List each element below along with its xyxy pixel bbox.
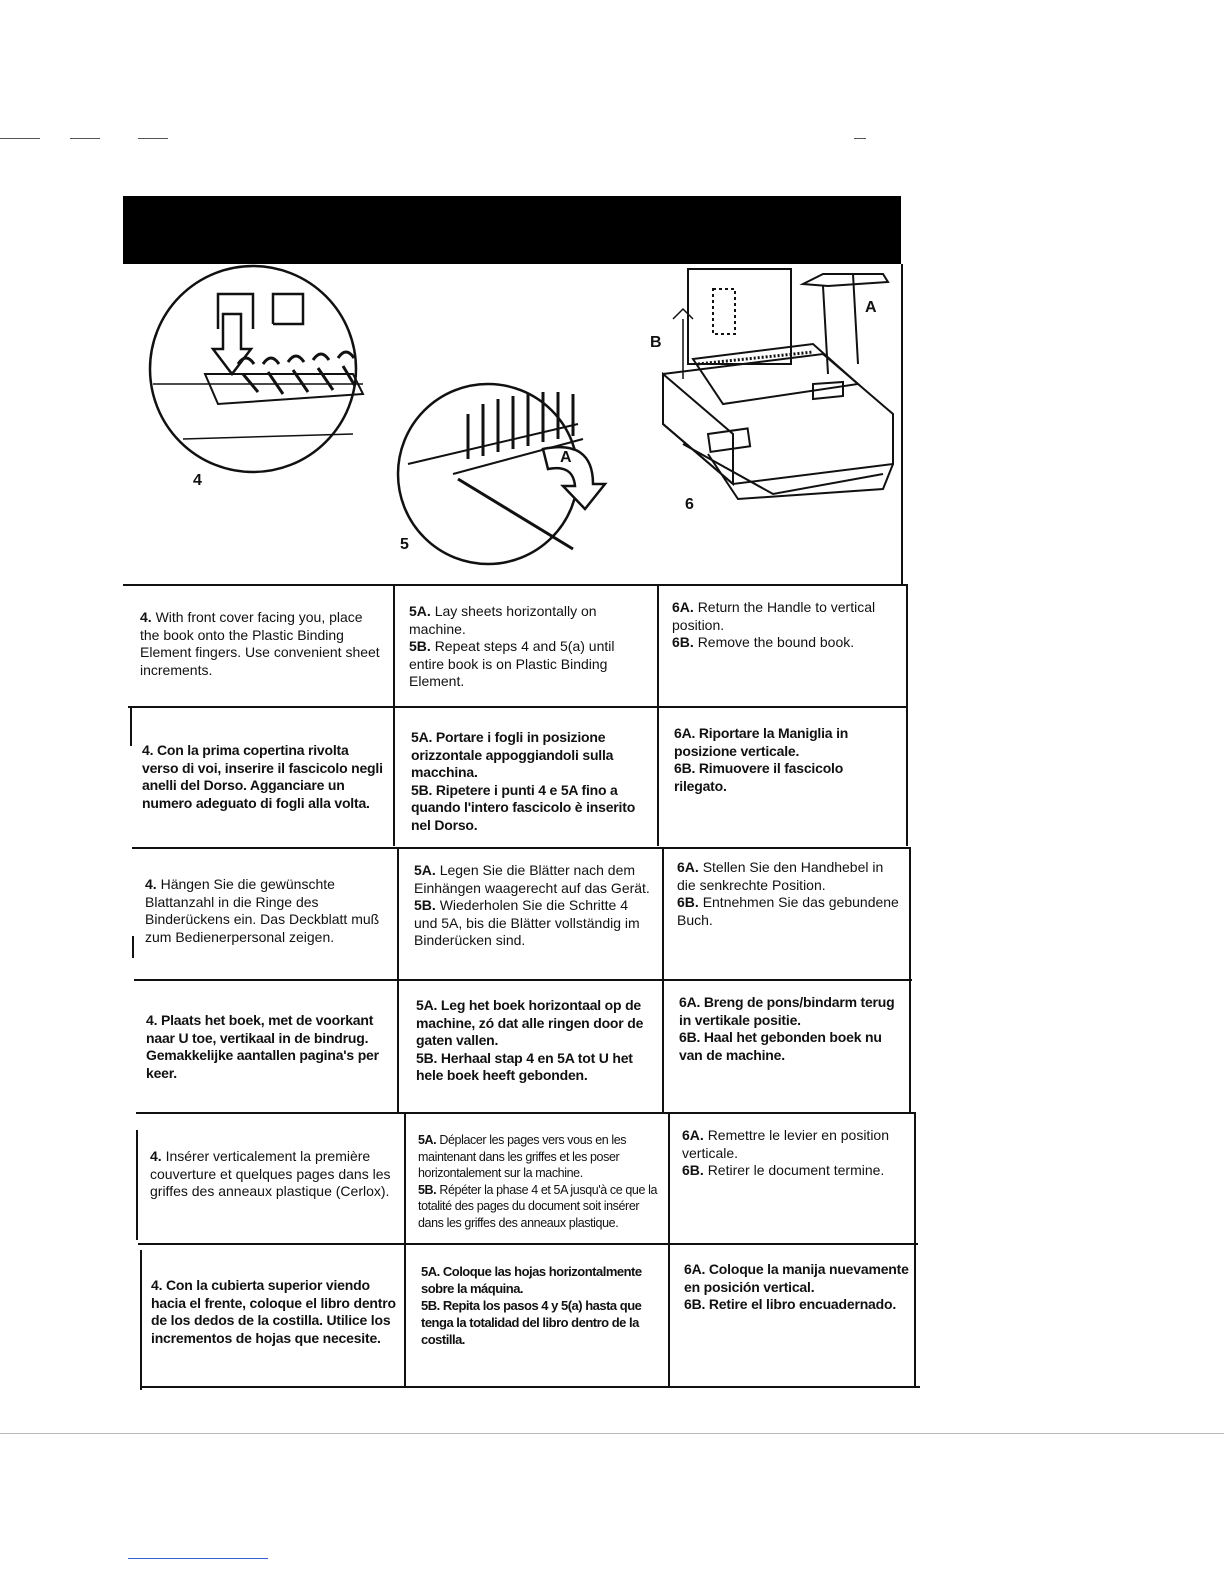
table-row xyxy=(150,1148,395,1201)
step6-illustration xyxy=(663,269,893,499)
step-number: 5A. xyxy=(418,1133,437,1147)
table-row xyxy=(416,997,656,1085)
table-row xyxy=(409,603,649,691)
table-row xyxy=(140,609,385,679)
step4-illustration xyxy=(150,266,363,472)
step-text: Remettre le levier en position verticale. xyxy=(682,1127,889,1161)
step-number: 5A. xyxy=(409,603,431,619)
header-bar xyxy=(123,196,901,264)
step-number: 6A. xyxy=(674,725,696,741)
step-text: Stellen Sie den Handhebel in die senkrechte Position. xyxy=(677,859,884,893)
step-number: 5B. xyxy=(421,1298,440,1313)
step-text: Lay sheets horizontally on machine. xyxy=(409,603,597,637)
footer-underline xyxy=(128,1558,268,1559)
step-number: 5B. xyxy=(414,897,436,913)
table-row xyxy=(142,742,387,812)
binding-steps-illustration xyxy=(123,264,901,586)
step-text: Hängen Sie die gewünschte Blattanzahl in die Ringe des Binderückens ein. Das Deckblatt muß zum Bedienerpersonal zeigen. xyxy=(145,876,380,945)
illustrations-panel xyxy=(123,264,903,586)
step-number: 4. xyxy=(146,1012,158,1028)
step-number: 5A. xyxy=(421,1264,440,1279)
table-rule xyxy=(662,847,664,1112)
step-number: 6A. xyxy=(682,1127,704,1143)
table-row xyxy=(674,725,899,795)
step-number: 4. xyxy=(140,609,152,625)
table-row xyxy=(421,1263,666,1348)
scan-mark xyxy=(0,138,40,139)
step-number: 6B. xyxy=(682,1162,704,1178)
step-number: 6A. xyxy=(679,994,701,1010)
step-number: 6B. xyxy=(677,894,699,910)
table-row xyxy=(684,1261,912,1314)
step-number: 6A. xyxy=(684,1261,706,1277)
figure-label-step4: 4 xyxy=(193,472,202,489)
step-number: 6B. xyxy=(679,1029,701,1045)
scan-mark xyxy=(138,138,168,139)
table-row xyxy=(682,1127,907,1180)
table-row xyxy=(677,859,902,929)
table-rule xyxy=(132,936,134,958)
step-number: 5A. xyxy=(411,729,433,745)
table-row xyxy=(679,994,904,1064)
callout-a-step6: A xyxy=(865,299,877,316)
step-text: Portare i fogli in posizione orizzontale appoggiandoli sulla macchina. xyxy=(411,729,614,780)
step-number: 6A. xyxy=(677,859,699,875)
page-fold-line xyxy=(0,1433,1224,1434)
table-rule xyxy=(393,584,395,846)
table-rule xyxy=(914,1112,916,1387)
step-number: 6B. xyxy=(684,1296,706,1312)
step-text: Return the Handle to vertical position. xyxy=(672,599,876,633)
table-row xyxy=(672,599,897,652)
table-rule xyxy=(906,584,908,846)
table-rule xyxy=(404,1112,406,1387)
table-row xyxy=(145,876,390,946)
step-number: 5A. xyxy=(416,997,438,1013)
step-text: With front cover facing you, place the book onto the Plastic Binding Element fingers. Use convenient sheet increments. xyxy=(140,609,380,678)
table-rule xyxy=(136,1112,914,1114)
step-text: Coloque las hojas horizontalmente sobre la máquina. xyxy=(421,1264,642,1296)
step5-illustration xyxy=(398,384,605,564)
step-text: Retirer le document termine. xyxy=(707,1162,885,1178)
table-rule xyxy=(134,979,912,981)
step-text: Coloque la manija nuevamente en posición vertical. xyxy=(684,1261,909,1295)
step-text: Ripetere i punti 4 e 5A fino a quando l'intero fascicolo è inserito nel Dorso. xyxy=(411,781,636,833)
table-rule xyxy=(128,706,908,708)
step-number: 5B. xyxy=(418,1182,437,1197)
step-text: Remove the bound book. xyxy=(697,634,855,650)
table-row xyxy=(418,1132,663,1231)
step-number: 5A. xyxy=(414,862,436,878)
step-text: Con la cubierta superior viendo hacia el frente, coloque el libro dentro de los dedos de la costilla. Utilice los incrementos de hojas que necesite. xyxy=(151,1277,396,1346)
step-text: Repita los pasos 4 y 5(a) hasta que tenga la totalidad del libro dentro de la costilla. xyxy=(421,1298,642,1347)
step-number: 5B. xyxy=(409,638,431,654)
table-rule xyxy=(123,584,908,586)
step-text: Breng de pons/bindarm terug in vertikale positie. xyxy=(679,994,895,1028)
step-text: Rimuovere il fascicolo rilegato. xyxy=(674,760,844,794)
table-row xyxy=(411,729,651,834)
step-text: Plaats het boek, met de voorkant naar U toe, vertikaal in de bindrug. Gemakkelijke aantallen pagina's per keer. xyxy=(146,1012,379,1081)
figure-label-step5: 5 xyxy=(400,536,409,553)
step-text: Retire el libro encuadernado. xyxy=(708,1296,897,1312)
step-number: 6B. xyxy=(674,760,696,776)
step-text: Riportare la Maniglia in posizione verticale. xyxy=(674,725,849,759)
step-number: 4. xyxy=(145,876,157,892)
table-rule xyxy=(909,847,911,1112)
step-number: 4. xyxy=(150,1148,162,1164)
step-text: Repeat steps 4 and 5(a) until entire book is on Plastic Binding Element. xyxy=(409,638,615,689)
table-rule xyxy=(140,1386,920,1388)
step-text: Wiederholen Sie die Schritte 4 und 5A, bis die Blätter vollständig im Binderücken sind. xyxy=(414,897,640,948)
step-number: 4. xyxy=(151,1277,163,1293)
table-rule xyxy=(668,1112,670,1387)
table-rule xyxy=(140,1250,142,1390)
step-text: Herhaal stap 4 en 5A tot U het hele boek heeft gebonden. xyxy=(416,1049,633,1083)
table-row xyxy=(151,1277,399,1347)
callout-b-step6: B xyxy=(650,334,662,351)
scan-mark xyxy=(70,138,100,139)
table-rule xyxy=(397,847,399,1112)
table-rule xyxy=(138,1243,918,1245)
step-text: Haal het gebonden boek nu van de machine. xyxy=(679,1029,882,1063)
step-text: Con la prima copertina rivolta verso di voi, inserire il fascicolo negli anelli del Dorso. Agganciare un numero adeguato di fogli alla volta. xyxy=(142,742,383,811)
table-rule xyxy=(136,1130,138,1240)
step-text: Leg het boek horizontaal op de machine, zó dat alle ringen door de gaten vallen. xyxy=(416,997,644,1048)
table-rule xyxy=(657,584,659,846)
step-text: Répéter la phase 4 et 5A jusqu'à ce que la totalité des pages du document soit insérer dans les griffes des anneaux plastique. xyxy=(418,1182,658,1230)
step-text: Insérer verticalement la première couverture et quelques pages dans les griffes des anneaux plastique (Cerlox). xyxy=(150,1148,391,1199)
table-row xyxy=(414,862,654,950)
callout-a-step5: A xyxy=(560,449,572,466)
step-number: 6A. xyxy=(672,599,694,615)
step-number: 5B. xyxy=(411,781,433,798)
step-text: Entnehmen Sie das gebundene Buch. xyxy=(677,894,899,928)
scan-mark xyxy=(854,138,866,139)
step-text: Legen Sie die Blätter nach dem Einhängen waagerecht auf das Gerät. xyxy=(414,862,650,896)
table-row xyxy=(146,1012,391,1082)
step-number: 6B. xyxy=(672,634,694,650)
step-number: 4. xyxy=(142,742,154,758)
step-text: Déplacer les pages vers vous en les maintenant dans les griffes et les poser horizontalement sur la machine. xyxy=(418,1133,627,1180)
figure-label-step6: 6 xyxy=(685,496,694,513)
table-rule xyxy=(130,706,132,746)
table-rule xyxy=(132,847,910,849)
step-number: 5B. xyxy=(416,1049,438,1066)
